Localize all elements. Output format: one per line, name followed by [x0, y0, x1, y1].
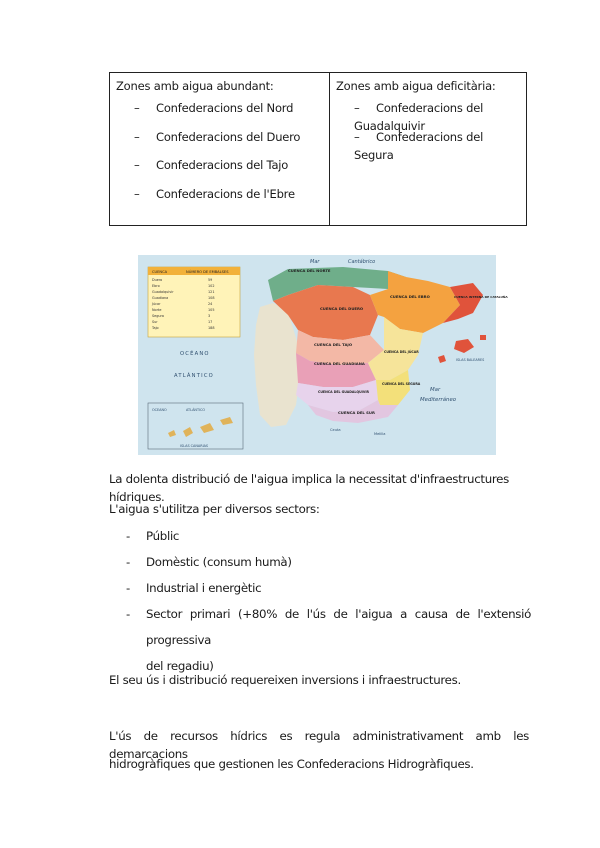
label-cantabrico: Cantábrico [348, 259, 376, 265]
list-item: – Confederacions de l'Ebre [134, 185, 323, 214]
hydrographic-basins-map [138, 255, 508, 455]
inset-cell: 102 [208, 284, 215, 288]
label-ceuta: Ceuta [330, 428, 341, 432]
sectors-list [126, 523, 531, 679]
label-mediterraneo: Mediterráneo [420, 397, 457, 403]
basin-label-sur: CUENCA DEL SUR [338, 410, 375, 415]
menorca-island [480, 335, 486, 340]
basin-label-guadiana: CUENCA DEL GUADIANA [314, 361, 365, 366]
basin-label-segura: CUENCA DEL SEGURA [382, 382, 421, 386]
label-atlantico: ATLÁNTICO [174, 373, 214, 379]
inset-cell: Segura [152, 314, 165, 318]
basin-label-norte: CUENCA DEL NORTE [288, 268, 331, 273]
label-atlantico-small: ATLÁNTICO [186, 408, 206, 412]
paragraph-regulacio-line2: hidrogràfiques que gestionen les Confederacions Hidrogràfiques. [109, 757, 474, 771]
zones-deficient-list [336, 99, 520, 162]
inset-header-cuenca: CUENCA [152, 270, 168, 274]
list-item: – Confederacions del Tajo [134, 156, 323, 185]
list-item: – Confederacions del Segura [354, 128, 520, 157]
basin-label-cataluna: CUENCA INTERNA DE CATALUÑA [454, 295, 508, 299]
basin-label-jucar: CUENCA DEL JÚCAR [384, 350, 419, 354]
zones-abundant-heading: Zones amb aigua abundant: [116, 79, 274, 93]
zones-abundant-list [116, 99, 323, 213]
label-islas-baleares: ISLAS BALEARES [456, 358, 485, 362]
paragraph-infraestructures: La dolenta distribució de l'aigua implica la necessitat d'infraestructures hídriques. [109, 472, 509, 504]
label-islas-canarias: ISLAS CANARIAS [180, 444, 209, 448]
label-oceano: OCÉANO [180, 351, 210, 357]
inset-cell: 188 [208, 326, 215, 330]
paragraph-sectors: L'aigua s'utilitza per diversos sectors: [109, 502, 320, 516]
list-item [126, 601, 531, 653]
list-item [126, 549, 531, 575]
zones-deficient-heading: Zones amb aigua deficitària: [336, 79, 496, 93]
inset-cell: 105 [208, 308, 215, 312]
zones-abundant-column [110, 73, 330, 225]
zones-table [109, 72, 527, 226]
list-item-text: Industrial i energètic [146, 581, 262, 595]
list-item: – Confederacions del Guadalquivir [354, 99, 520, 128]
paragraph-inversions: El seu ús i distribució requereixen inversions i infraestructures. [109, 673, 461, 687]
inset-cell: 24 [208, 302, 213, 306]
basin-label-ebro: CUENCA DEL EBRO [390, 294, 430, 299]
inset-cell: Sur [152, 320, 158, 324]
list-item-text: Sector primari (+80% de l'ús de l'aigua a causa de l'extensió progressiva [146, 607, 531, 647]
inset-cell: Guadiana [152, 296, 169, 300]
basin-label-tajo: CUENCA DEL TAJO [314, 342, 353, 347]
inset-cell: 121 [208, 290, 215, 294]
inset-cell: 17 [208, 320, 213, 324]
inset-header-embalses: NÚMERO DE EMBALSES [186, 270, 229, 274]
inset-cell: 108 [208, 296, 215, 300]
inset-cell: Tajo [152, 326, 159, 330]
list-item-text: Domèstic (consum humà) [146, 555, 292, 569]
label-mar-med: Mar [430, 387, 441, 393]
paragraph-regulacio-line1: L'ús de recursos hídrics es regula administrativament amb les demarcacions [109, 729, 529, 761]
zones-deficient-column [330, 73, 526, 225]
list-item-text: Públic [146, 529, 180, 543]
label-oceano-small: OCEANO [152, 408, 167, 412]
bullet-dash: - [126, 607, 130, 621]
list-item: – Confederacions del Duero [134, 128, 323, 157]
list-item [126, 523, 531, 549]
inset-cell: Júcar [152, 302, 161, 306]
list-item: – Confederacions del Nord [134, 99, 323, 128]
inset-cell: Duero [152, 278, 163, 282]
inset-cell: Norte [152, 308, 162, 312]
label-melilla: Melilla [374, 432, 386, 436]
inset-cell: 3 [208, 314, 211, 318]
basin-label-duero: CUENCA DEL DUERO [320, 306, 364, 311]
label-mar: Mar [310, 259, 320, 265]
bullet-dash: - [126, 555, 130, 569]
bullet-dash: - [126, 529, 130, 543]
inset-cell: Guadalquivir [152, 290, 174, 294]
bullet-dash: - [126, 581, 130, 595]
basin-label-guadalquivir: CUENCA DEL GUADALQUIVIR [318, 390, 369, 394]
inset-cell: 59 [208, 278, 213, 282]
list-item-text: del regadiu) [146, 659, 214, 673]
list-item [126, 575, 531, 601]
inset-cell: Ebro [152, 284, 160, 288]
